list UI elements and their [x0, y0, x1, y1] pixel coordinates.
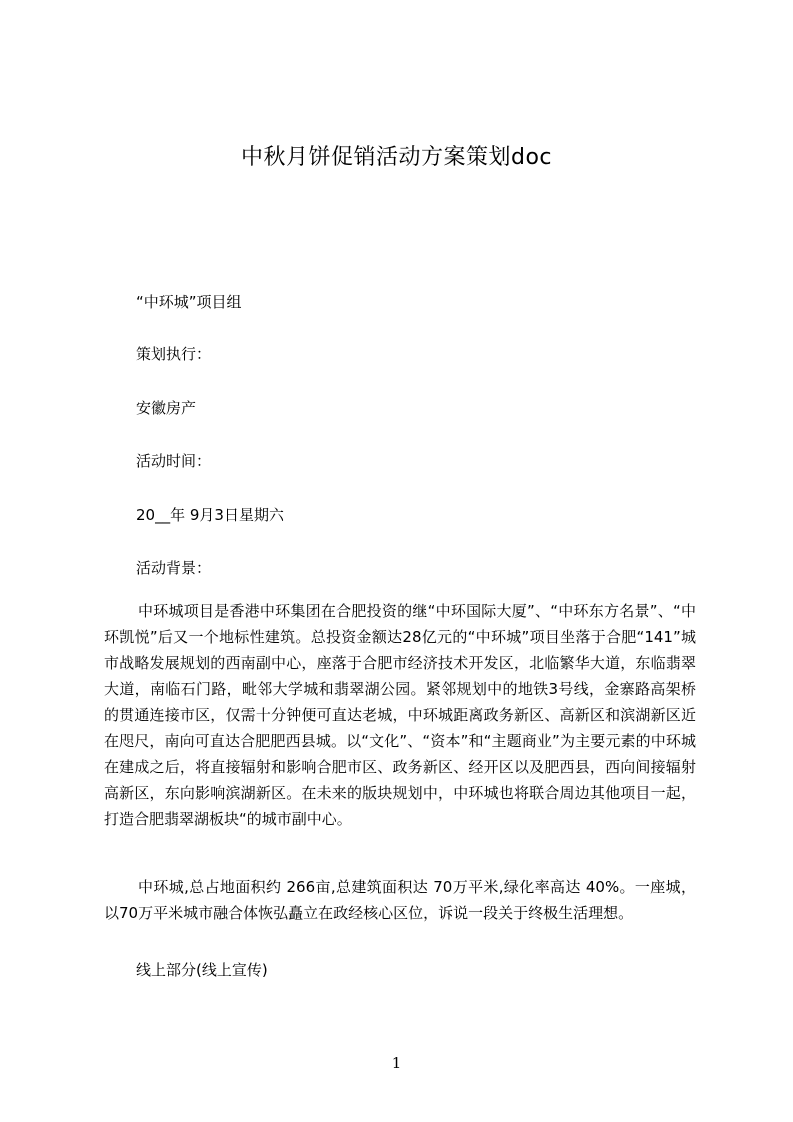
executor-label: 策划执行：: [136, 345, 212, 363]
page-number: 1: [391, 1054, 402, 1072]
project-group-text: “中环城”项目组: [136, 293, 242, 311]
time-label: 活动时间：: [136, 452, 212, 470]
time-text: 20__年 9月3日星期六: [136, 506, 284, 524]
background-label: 活动背景：: [136, 559, 212, 577]
online-section-heading: 线上部分(线上宣传): [136, 961, 268, 979]
executor-text: 安徽房产: [136, 399, 197, 417]
background-paragraph: 中环城项目是香港中环集团在合肥投资的继“中环国际大厦”、“中环东方名景”、“中环凯悦”后又一个地标性建筑。总投资金额达28亿元的“中环城”项目坐落于合肥“141”城市战略发展规划的西南副中心，座落于合肥市经济技术开发区，北临繁华大道，东临翡翠大道，南临石门路，毗邻大学城和翡翠湖公园。紧邻规划中的地铁3号线，金寨路高架桥的贯通连接市区，仅需十分钟便可直达老城，中环城距离政务新区、高新区和滨湖新区近在咫尺，南向可直达合肥肥西县城。以“文化”、“资本”和“主题商业”为主要元素的中环城在建成之后，将直接辐射和影响合肥市区、政务新区、经开区以及肥西县，西向间接辐射高新区，东向影响滨湖新区。在未来的版块规划中，中环城也将联合周边其他项目一起，打造合肥翡翠湖板块“的城市副中心。: [104, 602, 696, 828]
document-title: 中秋月饼促销活动方案策划doc: [240, 145, 553, 170]
overview-paragraph: 中环城,总占地面积约 266亩,总建筑面积达 70万平米,绿化率高达 40%。一座城，以70万平米城市融合体恢弘矗立在政经核心区位，诉说一段关于终极生活理想。: [104, 878, 696, 922]
